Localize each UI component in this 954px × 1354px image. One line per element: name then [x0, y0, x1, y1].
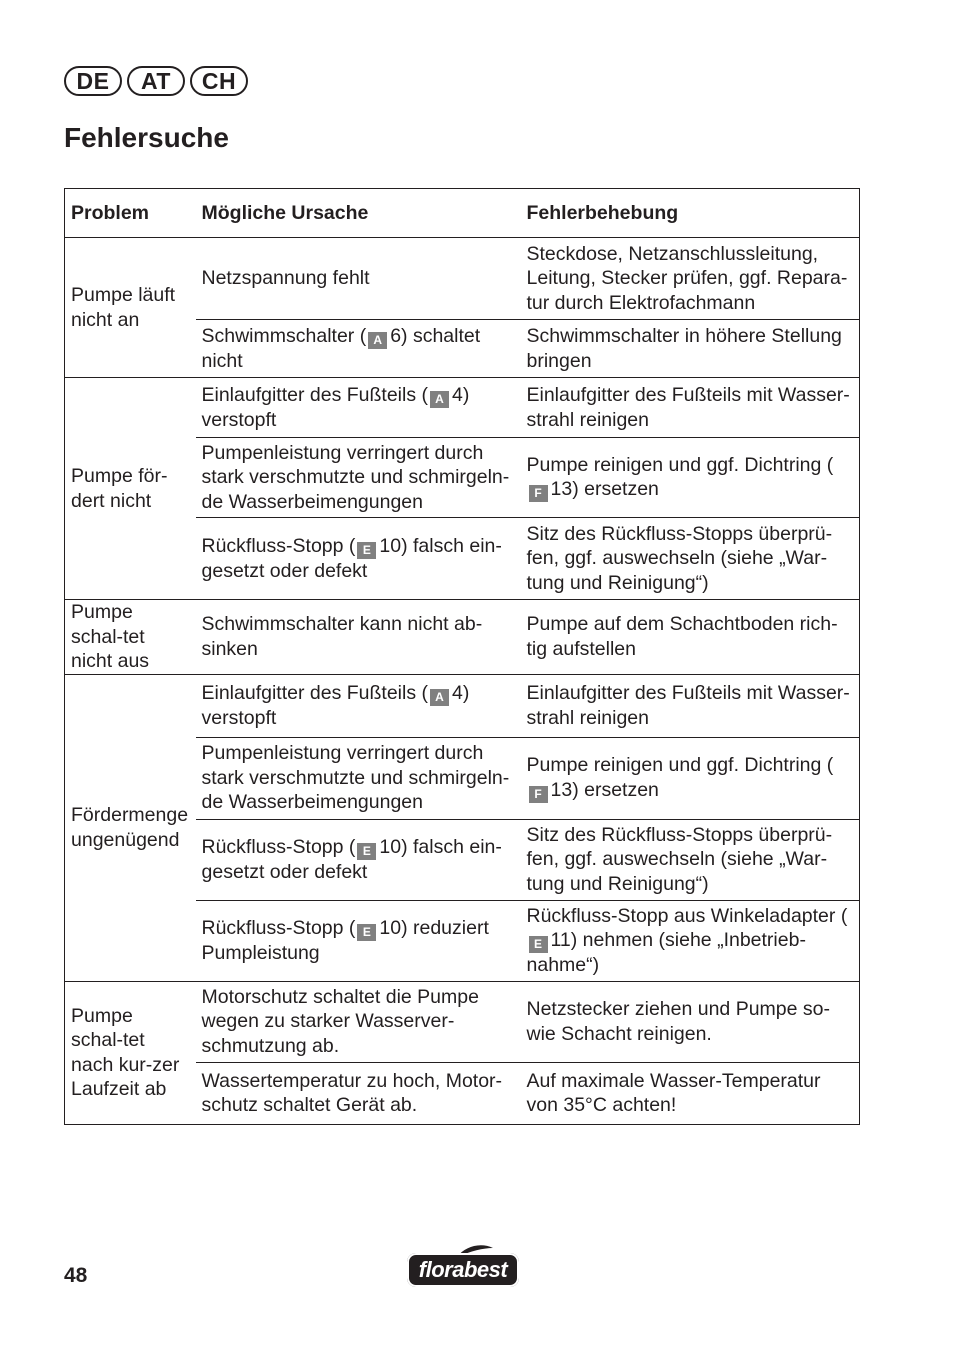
table-groups-3-rows-2-fix-text: Sitz des Rückfluss-Stopps überprü-fen, ggf. auswechseln (siehe „War-tung und Reinigung“): [526, 823, 833, 895]
language-badges: [64, 66, 248, 96]
cause-cell: [196, 1062, 521, 1124]
figure-ref-icon: A: [368, 332, 387, 349]
fix-cell: [521, 981, 860, 1062]
table-groups-1-rows-0-fix-text: Einlaufgitter des Fußteils mit Wasser-strahl reinigen: [526, 384, 850, 431]
table-groups-3-rows-1-fix-text: 13) ersetzen: [550, 778, 659, 801]
figure-ref-icon: F: [529, 786, 548, 803]
header-cause: Mögliche Ursache: [196, 189, 521, 238]
cause-cell: [196, 737, 521, 819]
brand-logo: florabest: [407, 1253, 519, 1287]
table-row: [65, 674, 860, 737]
table-groups-4-rows-1-fix-text: Auf maximale Wasser-Temperatur von 35°C achten!: [526, 1069, 821, 1116]
table-groups-1-rows-1-fix-text: Pumpe reinigen und ggf. Dichtring (: [526, 453, 834, 476]
table-groups-2-rows-0-fix-text: Pumpe auf dem Schachtboden rich-tig aufstellen: [526, 613, 838, 660]
cause-cell: [196, 981, 521, 1062]
fix-cell: [521, 1062, 860, 1124]
table-groups-1-rows-0-cause-text: 4) verstopft: [201, 383, 470, 431]
troubleshooting-table: [64, 188, 860, 1125]
fix-cell: [521, 320, 860, 378]
table-groups-3-rows-0-cause-text: Einlaufgitter des Fußteils (: [201, 681, 429, 704]
fix-cell: [521, 518, 860, 600]
table-header-row: [65, 189, 860, 238]
problem-cell: Pumpe schal-tet nach kur-zer Laufzeit ab: [65, 981, 196, 1124]
fix-cell: [521, 238, 860, 320]
table-row: [65, 981, 860, 1062]
problem-cell: Pumpe för-dert nicht: [65, 378, 196, 600]
figure-ref-icon: E: [357, 924, 376, 941]
table-row: [65, 600, 860, 675]
table-groups-0-rows-0-fix-text: Steckdose, Netzanschlussleitung, Leitung, Stecker prüfen, ggf. Repara-tur durch Elektrofachmann: [526, 242, 848, 314]
figure-ref-icon: F: [529, 485, 548, 502]
table-groups-1-rows-2-cause-text: 10) falsch ein-gesetzt oder defekt: [201, 534, 502, 582]
figure-ref-icon: E: [357, 843, 376, 860]
figure-ref-icon: A: [430, 391, 449, 408]
language-badge-ch: CH: [190, 66, 248, 96]
fix-cell: [521, 737, 860, 819]
page-number: 48: [64, 1264, 88, 1287]
page-title: Fehlersuche: [64, 122, 229, 153]
table-groups-0-rows-0-cause-text: Netzspannung fehlt: [201, 267, 370, 290]
table-groups-1-rows-1-cause-text: Pumpenleistung verringert durch stark verschmutzte und schmirgeln-de Wasserbeimengungen: [201, 441, 510, 513]
fix-cell: [521, 819, 860, 900]
table-groups-3-rows-2-cause-text: 10) falsch ein-gesetzt oder defekt: [201, 835, 502, 883]
problem-cell: Fördermenge ungenügend: [65, 674, 196, 981]
language-badge-at: AT: [127, 66, 185, 96]
table-groups-1-rows-2-cause-text: Rückfluss-Stopp (: [201, 534, 356, 557]
language-badge-de: DE: [64, 66, 122, 96]
cause-cell: [196, 320, 521, 378]
problem-cell: Pumpe läuft nicht an: [65, 238, 196, 378]
table-row: [65, 238, 860, 320]
cause-cell: [196, 600, 521, 675]
fix-cell: [521, 378, 860, 438]
table-groups-3-rows-0-fix-text: Einlaufgitter des Fußteils mit Wasser-strahl reinigen: [526, 682, 850, 729]
figure-ref-icon: E: [357, 542, 376, 559]
cause-cell: [196, 238, 521, 320]
table-groups-3-rows-3-cause-text: 10) reduziert Pumpleistung: [201, 916, 489, 964]
cause-cell: [196, 438, 521, 518]
table-groups-3-rows-0-cause-text: 4) verstopft: [201, 681, 470, 729]
table-groups-0-rows-1-cause-text: 6) schaltet nicht: [201, 324, 481, 372]
fix-cell: [521, 600, 860, 675]
table-groups-4-rows-0-fix-text: Netzstecker ziehen und Pumpe so-wie Schacht reinigen.: [526, 998, 830, 1045]
table-groups-3-rows-3-fix-text: Rückfluss-Stopp aus Winkeladapter (: [526, 904, 848, 927]
cause-cell: [196, 378, 521, 438]
table-groups-3-rows-1-fix-text: Pumpe reinigen und ggf. Dichtring (: [526, 754, 834, 777]
table-groups-0-rows-1-fix-text: Schwimmschalter in höhere Stellung bringen: [526, 325, 842, 372]
table-groups-4-rows-1-cause-text: Wassertemperatur zu hoch, Motor-schutz schaltet Gerät ab.: [201, 1069, 503, 1116]
table-groups-1-rows-2-fix-text: Sitz des Rückfluss-Stopps überprü-fen, ggf. auswechseln (siehe „War-tung und Reinigung“): [526, 522, 833, 594]
problem-cell: Pumpe schal-tet nicht aus: [65, 600, 196, 675]
header-problem: Problem: [65, 189, 196, 238]
table-groups-1-rows-0-cause-text: Einlaufgitter des Fußteils (: [201, 383, 429, 406]
table-groups-1-rows-1-fix-text: 13) ersetzen: [550, 478, 659, 501]
table-groups-3-rows-2-cause-text: Rückfluss-Stopp (: [201, 835, 356, 858]
fix-cell: [521, 674, 860, 737]
cause-cell: [196, 900, 521, 981]
table-row: [65, 378, 860, 438]
header-fix: Fehlerbehebung: [521, 189, 860, 238]
table-groups-2-rows-0-cause-text: Schwimmschalter kann nicht ab-sinken: [201, 613, 483, 660]
table-groups-3-rows-3-fix-text: 11) nehmen (siehe „Inbetrieb-nahme“): [526, 929, 806, 976]
table-groups-4-rows-0-cause-text: Motorschutz schaltet die Pumpe wegen zu starker Wasserver-schmutzung ab.: [201, 985, 479, 1057]
table-groups-0-rows-1-cause-text: Schwimmschalter (: [201, 324, 367, 347]
table-groups-3-rows-1-cause-text: Pumpenleistung verringert durch stark verschmutzte und schmirgeln-de Wasserbeimengungen: [201, 742, 510, 814]
figure-ref-icon: A: [430, 689, 449, 706]
cause-cell: [196, 819, 521, 900]
cause-cell: [196, 674, 521, 737]
table-groups-3-rows-3-cause-text: Rückfluss-Stopp (: [201, 916, 356, 939]
cause-cell: [196, 518, 521, 600]
fix-cell: [521, 900, 860, 981]
figure-ref-icon: E: [529, 936, 548, 953]
fix-cell: [521, 438, 860, 518]
